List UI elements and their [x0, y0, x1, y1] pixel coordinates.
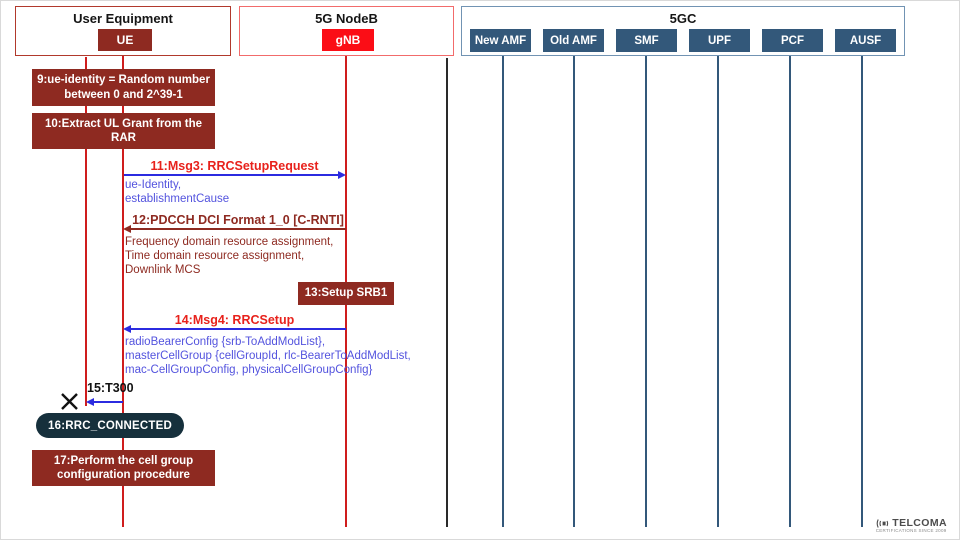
- gc-node-new-amf: New AMF: [470, 29, 531, 52]
- msg15-label: 15:T300: [87, 381, 134, 395]
- gc-node-smf: SMF: [616, 29, 677, 52]
- msg14-arrow-line: [131, 328, 346, 330]
- lifeline-smf: [645, 51, 647, 527]
- msg12-arrowhead-icon: [123, 225, 131, 233]
- state-rrc-connected: 16:RRC_CONNECTED: [36, 413, 184, 438]
- msg14-arrowhead-icon: [123, 325, 131, 333]
- lifeline-pcf: [789, 51, 791, 527]
- msg11-param-line: establishmentCause: [125, 193, 230, 205]
- msg15-arrowhead-icon: [86, 398, 94, 406]
- msg12-label: 12:PDCCH DCI Format 1_0 [C-RNTI]: [132, 213, 344, 227]
- msg12-param-line: Frequency domain resource assignment,: [125, 236, 334, 248]
- gnb-frame: [239, 6, 454, 56]
- msg14-label: 14:Msg4: RRCSetup: [174, 313, 295, 327]
- lifeline-new-amf: [502, 51, 504, 527]
- ue-frame: [15, 6, 231, 56]
- lifeline-boundary: [446, 58, 448, 527]
- brand-tagline: CERTIFICATIONS SINCE 2009: [875, 528, 947, 533]
- antenna-icon: [875, 518, 890, 529]
- msg11-params: [125, 178, 229, 206]
- gnb-frame-title: 5G NodeB: [315, 11, 378, 26]
- lifeline-old-amf: [573, 51, 575, 527]
- gc-frame-title: 5GC: [669, 11, 697, 26]
- msg15-arrow-line: [94, 401, 123, 403]
- lifeline-t300-timer: [85, 57, 87, 406]
- gnb-participant-box: gNB: [322, 29, 374, 51]
- gc-node-row: [470, 29, 896, 52]
- msg14-param-line: radioBearerConfig {srb-ToAddModList},: [125, 336, 326, 348]
- lifeline-ausf: [861, 51, 863, 527]
- gc-node-upf: UPF: [689, 29, 750, 52]
- telcoma-logo: [875, 517, 947, 533]
- msg14-params: [125, 335, 411, 377]
- msg14-param-line: mac-CellGroupConfig, physicalCellGroupConfig}: [125, 364, 373, 376]
- gc-node-ausf: AUSF: [835, 29, 896, 52]
- msg11-label: 11:Msg3: RRCSetupRequest: [150, 159, 319, 173]
- brand-text: TELCOMA: [892, 517, 947, 529]
- msg11-param-line: ue-Identity,: [125, 179, 182, 191]
- msg11-arrow-line: [124, 174, 339, 176]
- note-step13: 13:Setup SRB1: [298, 282, 394, 305]
- note-step17: 17:Perform the cell group configuration procedure: [32, 450, 215, 486]
- lifeline-upf: [717, 51, 719, 527]
- msg12-param-line: Time domain resource assignment,: [125, 250, 305, 262]
- msg14-param-line: masterCellGroup {cellGroupId, rlc-BearerToAddModList,: [125, 350, 411, 362]
- gc-node-old-amf: Old AMF: [543, 29, 604, 52]
- note-step9: 9:ue-identity = Random number between 0 and 2^39-1: [32, 69, 215, 106]
- msg12-param-line: Downlink MCS: [125, 264, 201, 276]
- msg12-params: [125, 235, 333, 277]
- note-step10: 10:Extract UL Grant from the RAR: [32, 113, 215, 149]
- gc-frame: [461, 6, 905, 56]
- ue-frame-title: User Equipment: [73, 11, 173, 26]
- msg11-arrowhead-icon: [338, 171, 346, 179]
- ue-participant-box: UE: [98, 29, 152, 51]
- msg12-arrow-line: [131, 228, 346, 230]
- timer-stop-x-icon: [60, 392, 79, 411]
- gc-node-pcf: PCF: [762, 29, 823, 52]
